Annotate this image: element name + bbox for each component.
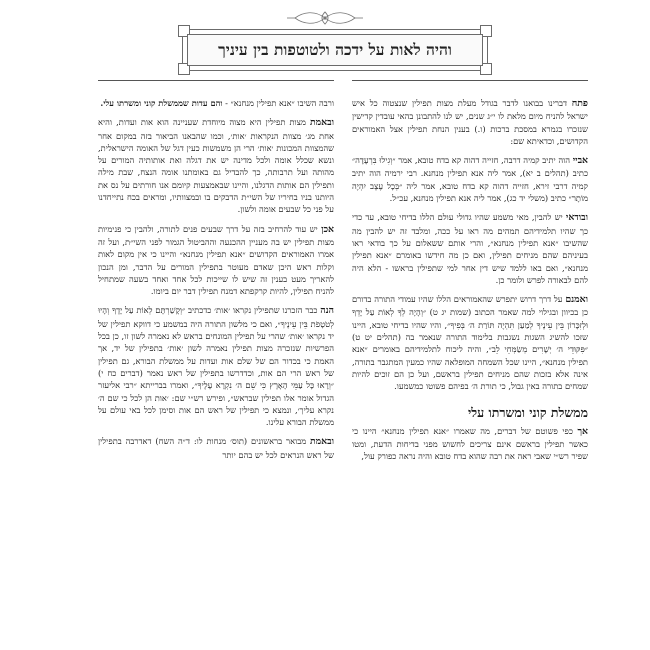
paragraph-text: מבואר בראשונים <box>251 436 307 447</box>
paragraph <box>98 435 334 461</box>
page-title: והיה לאות על ידכה ולטוטפות בין עיניך <box>218 40 452 59</box>
paragraph-text: יש להבין, מאי משמע שהיו גדולי עולם הללו בדיחי טובא, עד כדי כך שהיו תלמידיהם תמהים מה ראו על ככה, ומלבד זה יש להבין מה שהשיבו ״אנא תפילין מנחנא״, והרי אותם ששאלום על כך בודאי ראו בעיניהם שהם מניחים תפילין, ואם כן מה חידשו באומרם ״אנא תפילין מנחנא״, ואם באו ללמד שיש דין אחר למי שתפילין בראשו - הלא היה להם לבאורה לפרש ולומר כן. <box>352 212 588 285</box>
paragraph-lead: ובודאי <box>565 212 589 224</box>
paragraph-text: מצות תפילין היא מצוה מיוחדת שעניינה הוא אות ועדות, והיא אחת מג׳ מצוות הנקראות ׳אות׳, וכמו שהבאנו הביאור בזה במקום אחר שהמצוות המכונות ׳אות׳ הרי הן משמשות כעין דגל של האומה הישראלית, ונשא שכלל אומה ולכל מדינה יש את דגלה ואת אותותיה המורים על מהותה ועל תרבותה, כך להבדיל גם באומתנו אומה הנצח, שבת מילה ותפילין הם אותות הדגלנו, והיינו שבאמצעות קיומם אנו חורתים על נס את היותנו בניו בחיריו של השי״ת הדבקים בו ובמצוותיו, ומראים בכח נתייחדנו על פני כל שבעים אומה ולשון. <box>98 117 334 215</box>
right-column <box>352 97 588 470</box>
paragraph-text: כפי פשוטם של דברים, מה שאמרו ״אנא תפילין מנחנא״ היינו כי כאשר תפילין בראשם אינם צריכים לחשוש מפני בדיחות הדעת, ומטו שפיר רש״י שאבי ראה את רבה שהוא בדח טובא והיה נראה כפורק עול, <box>352 425 588 462</box>
paragraph-lead: אך <box>577 425 589 437</box>
paragraph-text: דאדרבה בתפילין של ראש הנראים לכל יש בהם יותר <box>98 436 334 460</box>
emphasis-text: והם עדות שממשלת קוני ומשרתו עלי. <box>100 98 223 108</box>
paragraph-text: כבר הזכרנו שתפילין נקראו ׳אות׳ כדכתיב ״וְקָשַׁרְתָּם לְאוֹת עַל יָדֶךָ וְהָיוּ לְטֹטָפֹת בֵּין עֵינֶיךָ״, ואם כי מלשון התורה היה במשמע כי דווקא תפילין של יד נקראו ׳אות׳ שהרי על תפילין המונחים בראש לא נאמרה לשון זו, כן בכל הפרשיות שנזכרה מצות תפילין נאמרה לשון ׳אות׳ בתפילין של יד, אך האמת כי בכדור הם של שלם אות ועדות על ממשלת הבורא, גם תפילין של ראש הרי הם אות, וכדדרשו בתפילין של ראש נאמר (דברים כח י) ״וְרָאוּ כָּל עַמֵּי הָאָרֶץ כִּי שֵׁם ה׳ נִקְרָא עָלֶיךָ״, ואמרו בברייתא ״רבי אליעזר הגדול אומר אלו תפילין שבראש״, ופירש רש״י שם: ׳אות הן לכל כי שם ה׳ נקרא עליך׳, ונמצא כי תפילין של ראש הם אות וסימן לכל באי עולם על ממשלת הבורא עלינו. <box>98 305 334 428</box>
paragraph <box>352 425 588 463</box>
paragraph-lead: אכן <box>321 223 334 235</box>
paragraph <box>98 116 334 215</box>
column-rule <box>98 80 334 81</box>
paragraph-text: יש עוד להרחיב בזה על דרך שבעים פנים לתורה, ולהבין כי פנימיות מצות תפילין יש בה מעניין ההכנעה וההביטול הגמור לפני השי״ת, ועל זה אמרו האמוראים הקדושים ״אנא תפילין מנחנא״ והיינו כי אין מקום לאות וקלות ראש היכן שאדם מעוטר בתפילין המורים על הדבר, ומן הנכון להאריך מעט בענין זה שיש לו שייכות לכל אחד ואחד בשעה שמתחיל להניח תפילין, להיות קרקפתא דמנח תפילין דבר יום ביומו. <box>98 223 334 297</box>
floral-ornament-icon <box>285 8 365 28</box>
paragraph-text: ורבה השיבו ״אנא תפילין מנחנא״ - <box>225 98 334 108</box>
paragraph <box>352 293 588 392</box>
paragraph-lead: אביי <box>572 155 589 167</box>
paragraph-text: דברינו בבואנו לדבר בגודל מעלת מצות תפילין שנצטוה כל איש ישראל להניח מיום מלאת לו י״ג שנים, יש לנו להתבונן בהאי עובדין קדישין שנזכרו בגמרא במסכת ברכות (ו.) בענין הנחת תפילין אצל האמוראים הקדושים, וכדאיתא שם: <box>352 98 588 146</box>
paragraph <box>98 97 334 109</box>
paragraph-lead: ואמנם <box>565 294 588 306</box>
citation: (תוס׳ מנחות לו: ד״ה השח) <box>155 436 248 447</box>
paragraph <box>98 304 334 428</box>
column-rule <box>352 80 588 81</box>
paragraph <box>352 211 588 286</box>
paragraph-lead: פתח <box>571 98 588 109</box>
header-frame <box>182 29 488 71</box>
header-panel <box>187 34 483 66</box>
section-heading: ממשלת קוני ומשרתו עלי <box>467 404 588 420</box>
paragraph-lead: הנה <box>320 305 334 317</box>
paragraph <box>352 97 588 147</box>
left-column <box>98 97 334 468</box>
paragraph-lead: ובאמת <box>310 436 335 448</box>
paragraph-lead: ובאמת <box>309 117 334 129</box>
paragraph <box>352 154 588 204</box>
paragraph-text: הוה יתיב קמיה דרבה, חזייה דהוה קא בדח טובא, אמר ״וְגִילוּ בִּרְעָדָה״ כתיב (תהלים ב יא), אמר ליה אנא תפילין מנחנא. רבי ירמיה הוה יתיב קמיה דרבי זירא, חזייה דהוה קא בדח טובא, אמר ליה ״בְּכָל עֶצֶב יִהְיֶה מוֹתָר״ כתיב (משלי יד כג), אמר ליה אנא תפילין מנחנא, עכ״ל. <box>352 155 588 204</box>
paragraph <box>98 223 334 298</box>
paragraph-text: על דרך דרוש יתפרש שהאמוראים הללו שהיו עמודי התורה בדורם כן בכיוון ובגילוי למה שאמר הכתוב (שמות יג ט) ״וְהָיָה לְךָ לְאוֹת עַל יָדְךָ וּלְזִכָּרוֹן בֵּין עֵינֶיךָ לְמַעַן תִּהְיֶה תּוֹרַת ה׳ בְּפִיךָ״, והיו שהיו בדיחי טובא, היינו שזכו להשיג השגות נשגבות בלימוד התורה שנאמר בה (תהלים יט ט) ״פִּקּוּדֵי ה׳ יְשָׁרִים מְשַׂמְּחֵי לֵב״, והיה ליכוח לתלמידיהם באומרים ״אנא תפילין מנחנא״, היינו שכל השמחה המופלאה שהיו כמעין המתגבר בתורה, אינה אלא בזכות שהם מניחים תפילין בראשם, ועל כן הם זוכים להיות שמחים בתורה באין גבול, כי תורת ה׳ בפיהם פשוטו כמשמעו. <box>352 294 588 392</box>
